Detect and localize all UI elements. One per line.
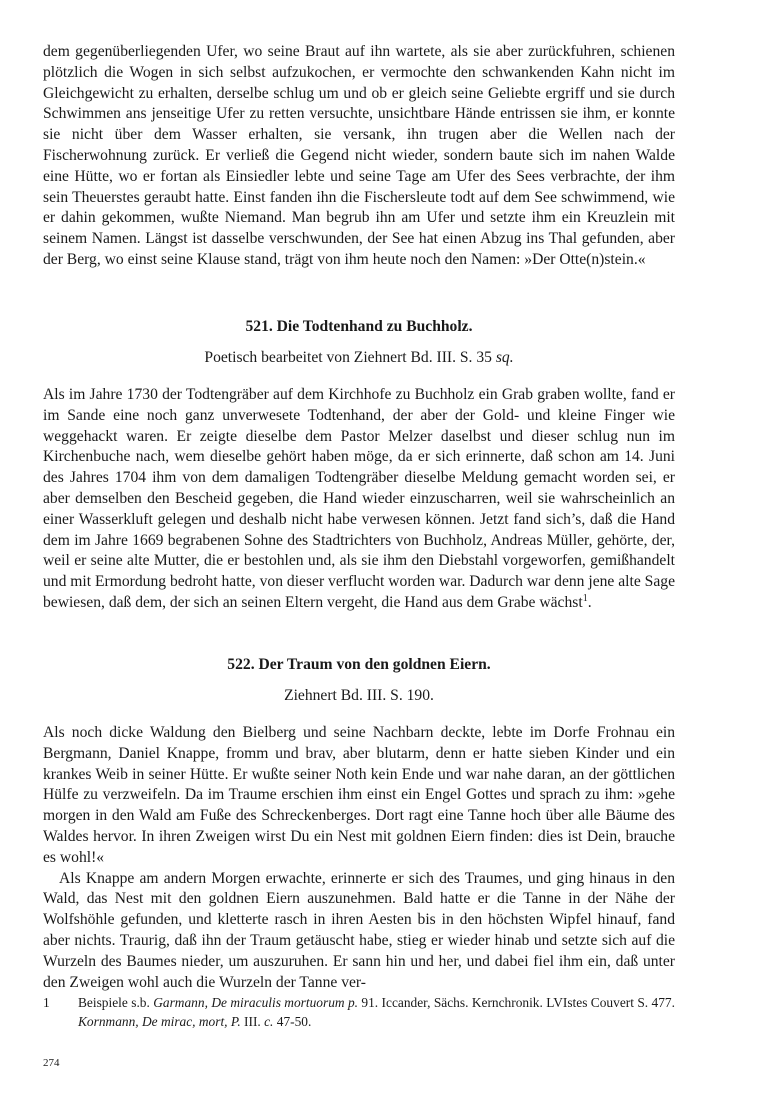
footnote-italic-2: Kornmann, De mirac, mort, P. <box>78 1014 241 1029</box>
continued-paragraph-block <box>43 42 675 271</box>
section-521-paragraph <box>43 385 675 614</box>
section-521-paragraph-end: . <box>587 593 592 611</box>
footnote-text <box>78 993 675 1031</box>
footnote-text-2: 91. Iccander, Sächs. Kernchronik. LVIstes Couvert S. 477. <box>358 995 675 1010</box>
section-522-source: Ziehnert Bd. III. S. 190. <box>284 687 434 704</box>
footnote-text-4: 47-50. <box>273 1014 312 1029</box>
footnote-italic-3: c. <box>264 1014 274 1029</box>
footnote-italic-1: Garmann, De miraculis mortuorum p. <box>153 995 359 1010</box>
section-522-paragraph-1: Als noch dicke Waldung den Bielberg und seine Nachbarn deckte, lebte im Dorfe Frohnau ein Bergmann, Daniel Knappe, fromm und brav, aber blutarm, denn er hatte sieben Kinder und ein krankes Weib in seiner Hütte. Er wußte seiner Noth kein Ende und war nahe daran, an der göttlichen Hülfe zu verzweifeln. Da im Traume erschien ihm einst ein Engel Gottes und sprach zu ihm: »gehe morgen in den Wald am Fuße des Schreckenberges. Dort ragt eine Tanne hoch über alle Bäume des Waldes hervor. In ihren Zweigen wirst Du ein Nest mit goldnen Eiern finden: dies ist Dein, brauche es wohl!« <box>43 724 675 866</box>
section-521-body <box>43 385 675 614</box>
section-521-source <box>43 348 675 368</box>
section-522-title: 522. Der Traum von den goldnen Eiern. <box>227 656 491 673</box>
footnote-number: 1 <box>43 995 50 1010</box>
section-521-source-text: Poetisch bearbeitet von Ziehnert Bd. III. S. 35 <box>204 349 496 366</box>
footnote <box>43 993 675 1031</box>
section-521-paragraph-text: Als im Jahre 1730 der Todtengräber auf dem Kirchhofe zu Buchholz ein Grab graben wollte, fand er im Sande eine noch ganz unverwesete Todtenhand, der aber der Gold- und kleine Finger wie weggehackt waren. Er zeigte dieselbe dem Pastor Melzer daselbst und dieser schlug nun im Kirchenbuche nach, wem dieselbe gehört haben möge, da er sich erinnerte, daß schon am 14. Juni des Jahres 1704 ihm von dem damaligen Todtengräber dieselbe Meldung gemacht worden sei, er aber demselben den Bescheid gegeben, die Hand wieder einzuscharren, weil sie wahrscheinlich an einer Wasserkluft gelegen und deshalb nicht habe verwesen können. Jetzt fand sich’s, daß die Hand dem im Jahre 1669 begrabenen Sohne des Stadtrichters von Buchholz, Andreas Müller, gehörte, der, weil er seine alte Mutter, die er bestohlen und, als sie ihm den Diebstahl vorgeworfen, gemißhandelt und mit Ermordung bedroht hatte, von dieser verflucht worden war. Dadurch war denn jene alte Sage bewiesen, daß dem, der sich an seinen Eltern vergeht, die Hand aus dem Grabe wächst <box>43 386 675 611</box>
section-522-paragraph-2: Als Knappe am andern Morgen erwachte, erinnerte er sich des Traumes, und ging hinaus in den Wald, das Nest mit den goldnen Eiern auszunehmen. Bald hatte er die Tanne in der Nähe der Wolfshöhle gefunden, und kletterte rasch in ihren Aesten bis in den höchsten Wipfel hinauf, fand aber nichts. Traurig, daß ihn der Traum getäuscht habe, stieg er wieder hinab und setzte sich auf die Wurzeln des Baumes nieder, um auszuruhen. Er sann hin und her, und dabei fiel ihm ein, daß unter den Zweigen wohl auch die Wurzeln der Tanne ver- <box>43 869 675 991</box>
section-521-title: 521. Die Todtenhand zu Buchholz. <box>245 318 473 335</box>
footnote-text-1: Beispiele s.b. <box>78 995 154 1010</box>
page-number: 274 <box>43 1057 60 1069</box>
section-521-source-italic: sq. <box>495 349 514 366</box>
section-522-body <box>43 723 675 993</box>
continued-paragraph: dem gegenüberliegenden Ufer, wo seine Braut auf ihn wartete, als sie aber zurückfuhren, schienen plötzlich die Wogen in sich selbst aufzukochen, er vermochte den schwankenden Kahn nicht im Gleichgewicht zu erhalten, derselbe schlug um und ob er gleich seine Geliebte ergriff und sie durch Schwimmen ans jenseitige Ufer zu retten versuchte, unsichtbare Hände entrissen sie ihm, er konnte sie nicht über dem Wasser erhalten, sie versank, ihn trugen aber die Wellen nach der Fischerwohnung zurück. Er verließ die Gegend nicht wieder, sondern baute sich im nahen Walde eine Hütte, wo er fortan als Einsiedler lebte und seine Tage am Ufer des Sees verbrachte, der ihm sein Theuerstes geraubt hatte. Einst fanden ihn die Fischersleute todt auf dem See schwimmend, wie er dahin gekommen, wußte Niemand. Man begrub ihn am Ufer und setzte ihm ein Kreuzlein mit seinem Namen. Längst ist dasselbe verschwunden, der See hat einen Abzug ins Thal gefunden, aber der Berg, wo einst seine Klause stand, trägt von ihm heute noch den Namen: »Der Otte(n)stein.« <box>43 43 675 268</box>
footnote-reference: 1 <box>582 592 588 604</box>
footnote-text-3: III. <box>240 1014 265 1029</box>
